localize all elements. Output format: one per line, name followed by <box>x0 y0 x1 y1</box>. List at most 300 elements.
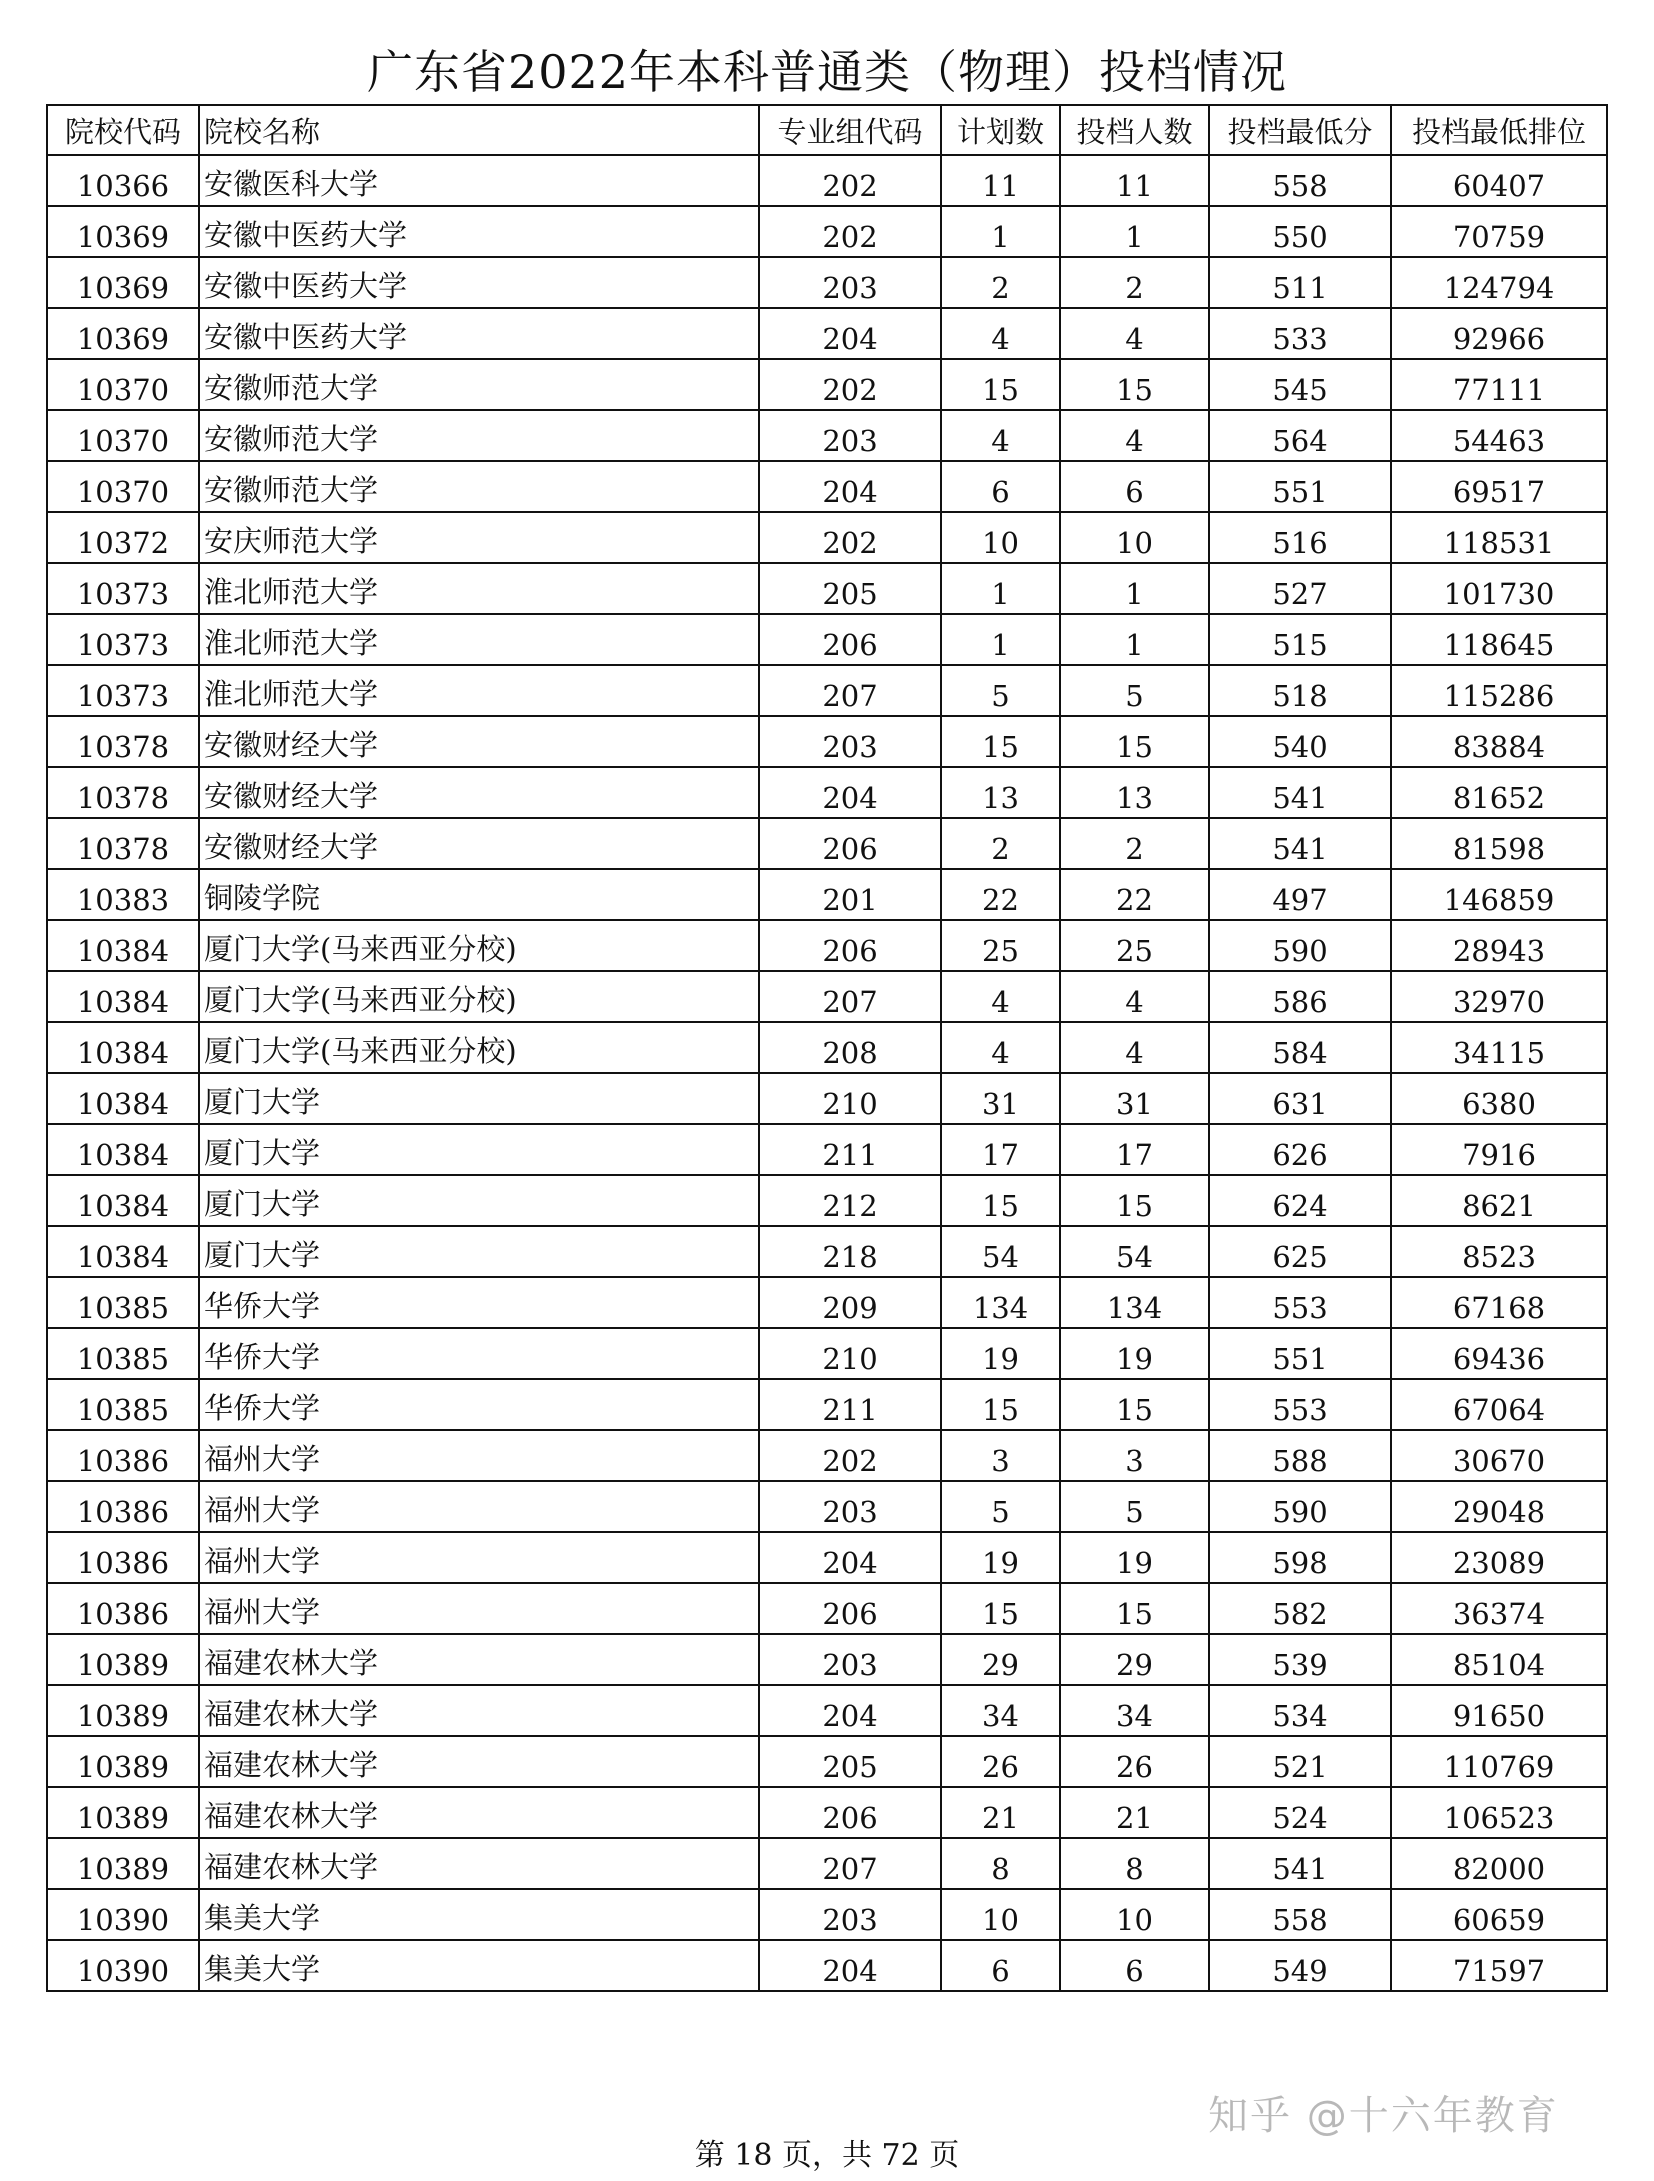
plan-count-cell: 6 <box>941 461 1060 512</box>
group-code-cell: 209 <box>759 1277 941 1328</box>
min-rank-cell: 67064 <box>1391 1379 1607 1430</box>
min-score-cell: 590 <box>1209 920 1391 971</box>
min-score-cell: 558 <box>1209 1889 1391 1940</box>
school-code-cell: 10384 <box>47 1124 199 1175</box>
group-code-cell: 204 <box>759 767 941 818</box>
min-score-cell: 549 <box>1209 1940 1391 1991</box>
school-code-cell: 10384 <box>47 1226 199 1277</box>
table-row <box>47 359 1607 410</box>
school-code-cell: 10373 <box>47 665 199 716</box>
group-code-cell: 204 <box>759 308 941 359</box>
min-rank-cell: 118531 <box>1391 512 1607 563</box>
table-row <box>47 563 1607 614</box>
school-code-cell: 10390 <box>47 1889 199 1940</box>
min-rank-cell: 81598 <box>1391 818 1607 869</box>
table-row <box>47 1481 1607 1532</box>
admitted-count-cell: 21 <box>1060 1787 1209 1838</box>
school-name-cell: 安徽医科大学 <box>199 155 759 206</box>
plan-count-cell: 26 <box>941 1736 1060 1787</box>
table-row <box>47 1277 1607 1328</box>
school-code-cell: 10385 <box>47 1277 199 1328</box>
min-score-cell: 590 <box>1209 1481 1391 1532</box>
school-code-cell: 10378 <box>47 716 199 767</box>
min-rank-cell: 54463 <box>1391 410 1607 461</box>
table-row <box>47 1532 1607 1583</box>
school-name-cell: 厦门大学 <box>199 1175 759 1226</box>
admitted-count-cell: 26 <box>1060 1736 1209 1787</box>
school-name-cell: 安徽财经大学 <box>199 818 759 869</box>
school-name-cell: 安庆师范大学 <box>199 512 759 563</box>
plan-count-cell: 4 <box>941 410 1060 461</box>
min-score-cell: 584 <box>1209 1022 1391 1073</box>
min-rank-cell: 30670 <box>1391 1430 1607 1481</box>
plan-count-cell: 1 <box>941 614 1060 665</box>
table-row <box>47 1736 1607 1787</box>
group-code-cell: 203 <box>759 1889 941 1940</box>
school-name-cell: 厦门大学 <box>199 1226 759 1277</box>
table-row <box>47 1889 1607 1940</box>
school-code-cell: 10389 <box>47 1634 199 1685</box>
min-rank-cell: 83884 <box>1391 716 1607 767</box>
school-name-cell: 福州大学 <box>199 1481 759 1532</box>
school-code-cell: 10389 <box>47 1787 199 1838</box>
school-name-cell: 淮北师范大学 <box>199 563 759 614</box>
school-code-cell: 10386 <box>47 1481 199 1532</box>
plan-count-cell: 10 <box>941 1889 1060 1940</box>
group-code-cell: 203 <box>759 1481 941 1532</box>
plan-count-cell: 54 <box>941 1226 1060 1277</box>
min-rank-cell: 85104 <box>1391 1634 1607 1685</box>
min-rank-cell: 101730 <box>1391 563 1607 614</box>
plan-count-cell: 22 <box>941 869 1060 920</box>
group-code-cell: 208 <box>759 1022 941 1073</box>
min-score-cell: 541 <box>1209 767 1391 818</box>
school-code-cell: 10369 <box>47 206 199 257</box>
plan-count-cell: 5 <box>941 1481 1060 1532</box>
min-rank-cell: 71597 <box>1391 1940 1607 1991</box>
table-row <box>47 1124 1607 1175</box>
table-row <box>47 1583 1607 1634</box>
plan-count-cell: 17 <box>941 1124 1060 1175</box>
school-name-cell: 福建农林大学 <box>199 1685 759 1736</box>
table-row <box>47 1175 1607 1226</box>
plan-count-cell: 1 <box>941 563 1060 614</box>
school-name-cell: 安徽财经大学 <box>199 716 759 767</box>
min-score-cell: 586 <box>1209 971 1391 1022</box>
school-name-cell: 福州大学 <box>199 1583 759 1634</box>
school-name-cell: 安徽中医药大学 <box>199 308 759 359</box>
min-score-cell: 550 <box>1209 206 1391 257</box>
admitted-count-cell: 10 <box>1060 512 1209 563</box>
admitted-count-cell: 6 <box>1060 1940 1209 1991</box>
min-rank-cell: 23089 <box>1391 1532 1607 1583</box>
admitted-count-cell: 15 <box>1060 1175 1209 1226</box>
group-code-cell: 207 <box>759 971 941 1022</box>
table-row <box>47 1634 1607 1685</box>
school-code-cell: 10369 <box>47 257 199 308</box>
group-code-cell: 204 <box>759 461 941 512</box>
school-code-cell: 10366 <box>47 155 199 206</box>
plan-count-cell: 11 <box>941 155 1060 206</box>
min-rank-cell: 106523 <box>1391 1787 1607 1838</box>
school-code-cell: 10389 <box>47 1685 199 1736</box>
plan-count-cell: 2 <box>941 818 1060 869</box>
group-code-cell: 202 <box>759 1430 941 1481</box>
min-rank-cell: 28943 <box>1391 920 1607 971</box>
min-rank-cell: 29048 <box>1391 1481 1607 1532</box>
admitted-count-cell: 13 <box>1060 767 1209 818</box>
admitted-count-cell: 2 <box>1060 257 1209 308</box>
school-name-cell: 福建农林大学 <box>199 1838 759 1889</box>
admitted-count-cell: 31 <box>1060 1073 1209 1124</box>
plan-count-cell: 10 <box>941 512 1060 563</box>
admitted-count-cell: 1 <box>1060 206 1209 257</box>
min-rank-cell: 70759 <box>1391 206 1607 257</box>
min-score-cell: 497 <box>1209 869 1391 920</box>
plan-count-cell: 31 <box>941 1073 1060 1124</box>
min-score-cell: 527 <box>1209 563 1391 614</box>
min-rank-cell: 32970 <box>1391 971 1607 1022</box>
admission-table <box>46 104 1608 1992</box>
min-rank-cell: 82000 <box>1391 1838 1607 1889</box>
column-header-admitted-count: 投档人数 <box>1060 105 1209 155</box>
school-name-cell: 华侨大学 <box>199 1379 759 1430</box>
table-row <box>47 716 1607 767</box>
admitted-count-cell: 19 <box>1060 1328 1209 1379</box>
table-row <box>47 155 1607 206</box>
table-row <box>47 257 1607 308</box>
admitted-count-cell: 19 <box>1060 1532 1209 1583</box>
min-rank-cell: 6380 <box>1391 1073 1607 1124</box>
school-code-cell: 10370 <box>47 359 199 410</box>
school-name-cell: 厦门大学(马来西亚分校) <box>199 971 759 1022</box>
table-row <box>47 410 1607 461</box>
group-code-cell: 206 <box>759 1787 941 1838</box>
table-body <box>47 155 1607 1991</box>
school-code-cell: 10384 <box>47 1022 199 1073</box>
plan-count-cell: 15 <box>941 1175 1060 1226</box>
group-code-cell: 201 <box>759 869 941 920</box>
group-code-cell: 203 <box>759 410 941 461</box>
min-rank-cell: 60659 <box>1391 1889 1607 1940</box>
group-code-cell: 202 <box>759 359 941 410</box>
min-score-cell: 516 <box>1209 512 1391 563</box>
school-name-cell: 安徽财经大学 <box>199 767 759 818</box>
group-code-cell: 205 <box>759 563 941 614</box>
plan-count-cell: 4 <box>941 971 1060 1022</box>
table-row <box>47 1328 1607 1379</box>
school-code-cell: 10389 <box>47 1838 199 1889</box>
plan-count-cell: 34 <box>941 1685 1060 1736</box>
group-code-cell: 204 <box>759 1685 941 1736</box>
school-code-cell: 10373 <box>47 563 199 614</box>
min-score-cell: 521 <box>1209 1736 1391 1787</box>
school-code-cell: 10390 <box>47 1940 199 1991</box>
group-code-cell: 202 <box>759 155 941 206</box>
min-rank-cell: 69517 <box>1391 461 1607 512</box>
plan-count-cell: 21 <box>941 1787 1060 1838</box>
admitted-count-cell: 4 <box>1060 1022 1209 1073</box>
group-code-cell: 206 <box>759 614 941 665</box>
group-code-cell: 206 <box>759 818 941 869</box>
group-code-cell: 207 <box>759 665 941 716</box>
plan-count-cell: 15 <box>941 1583 1060 1634</box>
school-code-cell: 10369 <box>47 308 199 359</box>
min-score-cell: 515 <box>1209 614 1391 665</box>
school-name-cell: 福州大学 <box>199 1532 759 1583</box>
min-score-cell: 598 <box>1209 1532 1391 1583</box>
plan-count-cell: 1 <box>941 206 1060 257</box>
group-code-cell: 211 <box>759 1124 941 1175</box>
min-score-cell: 588 <box>1209 1430 1391 1481</box>
column-header-school-name: 院校名称 <box>199 105 759 155</box>
table-row <box>47 461 1607 512</box>
plan-count-cell: 2 <box>941 257 1060 308</box>
group-code-cell: 204 <box>759 1532 941 1583</box>
school-code-cell: 10384 <box>47 1073 199 1124</box>
table-row <box>47 665 1607 716</box>
min-rank-cell: 34115 <box>1391 1022 1607 1073</box>
group-code-cell: 206 <box>759 920 941 971</box>
school-name-cell: 福建农林大学 <box>199 1736 759 1787</box>
school-name-cell: 安徽中医药大学 <box>199 206 759 257</box>
table-row <box>47 1940 1607 1991</box>
school-name-cell: 厦门大学 <box>199 1124 759 1175</box>
school-code-cell: 10384 <box>47 971 199 1022</box>
min-score-cell: 553 <box>1209 1277 1391 1328</box>
school-code-cell: 10384 <box>47 920 199 971</box>
column-header-min-score: 投档最低分 <box>1209 105 1391 155</box>
min-rank-cell: 36374 <box>1391 1583 1607 1634</box>
school-code-cell: 10389 <box>47 1736 199 1787</box>
group-code-cell: 205 <box>759 1736 941 1787</box>
min-score-cell: 540 <box>1209 716 1391 767</box>
admitted-count-cell: 15 <box>1060 716 1209 767</box>
min-score-cell: 558 <box>1209 155 1391 206</box>
group-code-cell: 212 <box>759 1175 941 1226</box>
min-score-cell: 518 <box>1209 665 1391 716</box>
min-rank-cell: 60407 <box>1391 155 1607 206</box>
min-rank-cell: 110769 <box>1391 1736 1607 1787</box>
min-score-cell: 564 <box>1209 410 1391 461</box>
min-score-cell: 551 <box>1209 1328 1391 1379</box>
admitted-count-cell: 8 <box>1060 1838 1209 1889</box>
school-code-cell: 10385 <box>47 1379 199 1430</box>
admitted-count-cell: 4 <box>1060 308 1209 359</box>
group-code-cell: 204 <box>759 1940 941 1991</box>
min-score-cell: 626 <box>1209 1124 1391 1175</box>
school-code-cell: 10386 <box>47 1532 199 1583</box>
group-code-cell: 203 <box>759 716 941 767</box>
min-score-cell: 551 <box>1209 461 1391 512</box>
school-code-cell: 10378 <box>47 818 199 869</box>
school-name-cell: 华侨大学 <box>199 1328 759 1379</box>
min-rank-cell: 115286 <box>1391 665 1607 716</box>
min-rank-cell: 77111 <box>1391 359 1607 410</box>
school-name-cell: 厦门大学 <box>199 1073 759 1124</box>
min-score-cell: 582 <box>1209 1583 1391 1634</box>
school-name-cell: 集美大学 <box>199 1940 759 1991</box>
admitted-count-cell: 29 <box>1060 1634 1209 1685</box>
table-row <box>47 1379 1607 1430</box>
table-row <box>47 767 1607 818</box>
min-rank-cell: 124794 <box>1391 257 1607 308</box>
min-rank-cell: 118645 <box>1391 614 1607 665</box>
plan-count-cell: 25 <box>941 920 1060 971</box>
min-score-cell: 541 <box>1209 1838 1391 1889</box>
table-row <box>47 1430 1607 1481</box>
table-row <box>47 1838 1607 1889</box>
admitted-count-cell: 1 <box>1060 614 1209 665</box>
min-rank-cell: 81652 <box>1391 767 1607 818</box>
school-name-cell: 华侨大学 <box>199 1277 759 1328</box>
school-name-cell: 福建农林大学 <box>199 1787 759 1838</box>
school-code-cell: 10385 <box>47 1328 199 1379</box>
admitted-count-cell: 5 <box>1060 1481 1209 1532</box>
admitted-count-cell: 4 <box>1060 410 1209 461</box>
admitted-count-cell: 22 <box>1060 869 1209 920</box>
table-row <box>47 971 1607 1022</box>
group-code-cell: 203 <box>759 257 941 308</box>
school-name-cell: 集美大学 <box>199 1889 759 1940</box>
plan-count-cell: 3 <box>941 1430 1060 1481</box>
plan-count-cell: 19 <box>941 1532 1060 1583</box>
min-rank-cell: 67168 <box>1391 1277 1607 1328</box>
min-rank-cell: 146859 <box>1391 869 1607 920</box>
table-row <box>47 920 1607 971</box>
plan-count-cell: 8 <box>941 1838 1060 1889</box>
group-code-cell: 210 <box>759 1328 941 1379</box>
school-code-cell: 10378 <box>47 767 199 818</box>
table-row <box>47 206 1607 257</box>
column-header-school-code: 院校代码 <box>47 105 199 155</box>
school-name-cell: 福建农林大学 <box>199 1634 759 1685</box>
admitted-count-cell: 134 <box>1060 1277 1209 1328</box>
min-score-cell: 541 <box>1209 818 1391 869</box>
min-rank-cell: 92966 <box>1391 308 1607 359</box>
min-score-cell: 631 <box>1209 1073 1391 1124</box>
admitted-count-cell: 15 <box>1060 1583 1209 1634</box>
school-code-cell: 10386 <box>47 1430 199 1481</box>
min-score-cell: 553 <box>1209 1379 1391 1430</box>
group-code-cell: 211 <box>759 1379 941 1430</box>
admitted-count-cell: 6 <box>1060 461 1209 512</box>
group-code-cell: 203 <box>759 1634 941 1685</box>
group-code-cell: 210 <box>759 1073 941 1124</box>
min-score-cell: 511 <box>1209 257 1391 308</box>
admitted-count-cell: 3 <box>1060 1430 1209 1481</box>
min-score-cell: 524 <box>1209 1787 1391 1838</box>
min-score-cell: 545 <box>1209 359 1391 410</box>
min-score-cell: 533 <box>1209 308 1391 359</box>
admitted-count-cell: 17 <box>1060 1124 1209 1175</box>
school-code-cell: 10373 <box>47 614 199 665</box>
admitted-count-cell: 11 <box>1060 155 1209 206</box>
column-header-min-rank: 投档最低排位 <box>1391 105 1607 155</box>
plan-count-cell: 134 <box>941 1277 1060 1328</box>
group-code-cell: 206 <box>759 1583 941 1634</box>
table-row <box>47 1226 1607 1277</box>
watermark-text: 知乎 @十六年教育 <box>1208 2093 1559 2139</box>
table-row <box>47 1022 1607 1073</box>
admitted-count-cell: 5 <box>1060 665 1209 716</box>
min-score-cell: 534 <box>1209 1685 1391 1736</box>
school-code-cell: 10384 <box>47 1175 199 1226</box>
admitted-count-cell: 10 <box>1060 1889 1209 1940</box>
plan-count-cell: 19 <box>941 1328 1060 1379</box>
min-rank-cell: 8523 <box>1391 1226 1607 1277</box>
min-score-cell: 625 <box>1209 1226 1391 1277</box>
page-title: 广东省2022年本科普通类（物理）投档情况 <box>366 45 1288 99</box>
school-name-cell: 铜陵学院 <box>199 869 759 920</box>
group-code-cell: 202 <box>759 512 941 563</box>
table-row <box>47 614 1607 665</box>
plan-count-cell: 4 <box>941 1022 1060 1073</box>
page-footer: 第 18 页，共 72 页 <box>694 2138 960 2173</box>
min-rank-cell: 91650 <box>1391 1685 1607 1736</box>
school-code-cell: 10383 <box>47 869 199 920</box>
min-rank-cell: 7916 <box>1391 1124 1607 1175</box>
column-header-group-code: 专业组代码 <box>759 105 941 155</box>
min-rank-cell: 69436 <box>1391 1328 1607 1379</box>
plan-count-cell: 15 <box>941 1379 1060 1430</box>
admitted-count-cell: 2 <box>1060 818 1209 869</box>
admitted-count-cell: 15 <box>1060 1379 1209 1430</box>
plan-count-cell: 15 <box>941 359 1060 410</box>
admitted-count-cell: 15 <box>1060 359 1209 410</box>
admitted-count-cell: 1 <box>1060 563 1209 614</box>
table-row <box>47 1073 1607 1124</box>
group-code-cell: 207 <box>759 1838 941 1889</box>
school-name-cell: 安徽师范大学 <box>199 359 759 410</box>
table-row <box>47 818 1607 869</box>
table-row <box>47 869 1607 920</box>
admitted-count-cell: 54 <box>1060 1226 1209 1277</box>
admitted-count-cell: 4 <box>1060 971 1209 1022</box>
column-header-plan-count: 计划数 <box>941 105 1060 155</box>
plan-count-cell: 13 <box>941 767 1060 818</box>
group-code-cell: 202 <box>759 206 941 257</box>
school-code-cell: 10372 <box>47 512 199 563</box>
school-name-cell: 安徽师范大学 <box>199 410 759 461</box>
school-name-cell: 安徽师范大学 <box>199 461 759 512</box>
plan-count-cell: 15 <box>941 716 1060 767</box>
table-row <box>47 1787 1607 1838</box>
table-row <box>47 1685 1607 1736</box>
school-name-cell: 淮北师范大学 <box>199 614 759 665</box>
plan-count-cell: 29 <box>941 1634 1060 1685</box>
plan-count-cell: 5 <box>941 665 1060 716</box>
school-name-cell: 淮北师范大学 <box>199 665 759 716</box>
school-name-cell: 安徽中医药大学 <box>199 257 759 308</box>
admitted-count-cell: 34 <box>1060 1685 1209 1736</box>
school-name-cell: 福州大学 <box>199 1430 759 1481</box>
school-code-cell: 10386 <box>47 1583 199 1634</box>
school-code-cell: 10370 <box>47 410 199 461</box>
school-name-cell: 厦门大学(马来西亚分校) <box>199 1022 759 1073</box>
school-code-cell: 10370 <box>47 461 199 512</box>
plan-count-cell: 4 <box>941 308 1060 359</box>
admitted-count-cell: 25 <box>1060 920 1209 971</box>
min-score-cell: 539 <box>1209 1634 1391 1685</box>
plan-count-cell: 6 <box>941 1940 1060 1991</box>
min-rank-cell: 8621 <box>1391 1175 1607 1226</box>
table-row <box>47 308 1607 359</box>
table-header-row <box>47 105 1607 155</box>
table-row <box>47 512 1607 563</box>
school-name-cell: 厦门大学(马来西亚分校) <box>199 920 759 971</box>
min-score-cell: 624 <box>1209 1175 1391 1226</box>
